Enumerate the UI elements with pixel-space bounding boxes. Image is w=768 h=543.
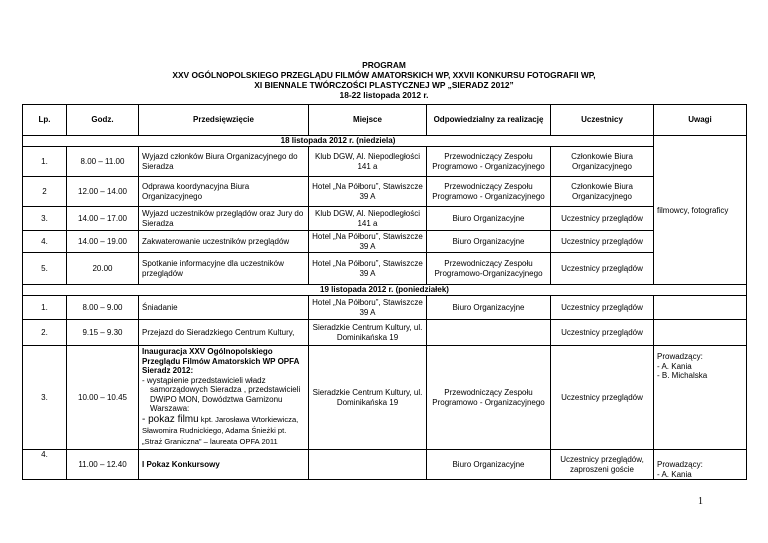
row-place: Sieradzkie Centrum Kultury, ul. Dominikańska 19 bbox=[309, 320, 427, 346]
row-place: Klub DGW, Al. Niepodległości 141 a bbox=[309, 147, 427, 177]
col-time: Godz. bbox=[67, 105, 139, 136]
table-row bbox=[23, 147, 747, 177]
row-place: Hotel „Na Półboru”, Stawiszcze 39 A bbox=[309, 253, 427, 285]
remark-title: Prowadzący: bbox=[657, 352, 703, 361]
row-lp: 4. bbox=[23, 231, 67, 253]
row-lp: 2 bbox=[23, 177, 67, 207]
row-participants: Uczestnicy przeglądów, zaproszeni goście bbox=[551, 450, 654, 480]
row-event: Wyjazd członków Biura Organizacyjnego do Sieradza bbox=[139, 147, 309, 177]
row-responsible: Biuro Organizacyjne bbox=[427, 207, 551, 231]
row-time: 12.00 – 14.00 bbox=[67, 177, 139, 207]
program-table bbox=[22, 104, 747, 480]
day-header-row bbox=[23, 285, 747, 296]
row-event: Odprawa koordynacyjna Biura Organizacyjnego bbox=[139, 177, 309, 207]
table-row bbox=[23, 231, 747, 253]
day-title: 18 listopada 2012 r. (niedziela) bbox=[23, 136, 654, 147]
row-responsible: Przewodniczący Zespołu Programowo-Organizacyjnego bbox=[427, 253, 551, 285]
remark-item: - B. Michalska bbox=[657, 371, 708, 380]
row-lp: 5. bbox=[23, 253, 67, 285]
document-header bbox=[0, 60, 768, 100]
row-time: 14.00 – 17.00 bbox=[67, 207, 139, 231]
row-event: Zakwaterowanie uczestników przeglądów bbox=[139, 231, 309, 253]
day-header-row bbox=[23, 136, 747, 147]
event-film-lead: - pokaz filmu bbox=[142, 413, 199, 425]
row-lp: 2. bbox=[23, 320, 67, 346]
row-place: Sieradzkie Centrum Kultury, ul. Dominikańska 19 bbox=[309, 346, 427, 450]
row-lp: 4. bbox=[23, 450, 67, 480]
row-place: Klub DGW, Al. Niepodległości 141 a bbox=[309, 207, 427, 231]
row-remarks bbox=[654, 320, 747, 346]
event-film-detail: kpt. Jarosława Wtorkiewicza, Sławomira Rudnickiego, Adama Śnieżki pt. „Straż Graniczna” – laureata OPFA 2011 bbox=[142, 414, 299, 446]
row-responsible: Biuro Organizacyjne bbox=[427, 231, 551, 253]
row-place: Hotel „Na Półboru”, Stawiszcze 39 A bbox=[309, 296, 427, 320]
col-participants: Uczestnicy bbox=[551, 105, 654, 136]
row-remarks bbox=[654, 450, 747, 480]
event-bullet: - wystąpienie przedstawicieli władz bbox=[142, 375, 266, 385]
row-event: Wyjazd uczestników przeglądów oraz Jury do Sieradza bbox=[139, 207, 309, 231]
row-event: Przejazd do Sieradzkiego Centrum Kultury, bbox=[139, 320, 309, 346]
header-dates: 18-22 listopada 2012 r. bbox=[339, 90, 429, 100]
remarks-cell: filmowcy, fotograficy bbox=[654, 136, 747, 285]
col-responsible: Odpowiedzialny za realizację bbox=[427, 105, 551, 136]
row-place: Hotel „Na Półboru”, Stawiszcze 39 A bbox=[309, 177, 427, 207]
day-title: 19 listopada 2012 r. (poniedziałek) bbox=[23, 285, 747, 296]
row-event bbox=[139, 346, 309, 450]
table-row bbox=[23, 450, 747, 480]
table-row bbox=[23, 320, 747, 346]
row-time: 11.00 – 12.40 bbox=[67, 450, 139, 480]
row-participants: Uczestnicy przeglądów bbox=[551, 207, 654, 231]
row-participants: Uczestnicy przeglądów bbox=[551, 320, 654, 346]
table-header-row bbox=[23, 105, 747, 136]
row-remarks bbox=[654, 296, 747, 320]
event-film bbox=[142, 414, 298, 446]
col-lp: Lp. bbox=[23, 105, 67, 136]
row-time: 20.00 bbox=[67, 253, 139, 285]
event-bullet-cont: samorządowych Sieradza , przedstawicieli DWiPO MON, Dowództwa Garnizonu Warszawa: bbox=[150, 385, 301, 413]
row-time: 8.00 – 11.00 bbox=[67, 147, 139, 177]
row-responsible: Biuro Organizacyjne bbox=[427, 450, 551, 480]
table-row bbox=[23, 253, 747, 285]
header-line-2: XXV OGÓLNOPOLSKIEGO PRZEGLĄDU FILMÓW AMATORSKICH WP, XXVII KONKURSU FOTOGRAFII WP, bbox=[172, 70, 596, 80]
row-lp: 1. bbox=[23, 147, 67, 177]
row-participants: Uczestnicy przeglądów bbox=[551, 253, 654, 285]
row-lp: 1. bbox=[23, 296, 67, 320]
event-title: Inauguracja XXV Ogólnopolskiego Przeglądu Filmów Amatorskich WP OPFA Sieradz 2012: bbox=[142, 347, 300, 375]
row-responsible: Przewodniczący Zespołu Programowo - Organizacyjnego bbox=[427, 147, 551, 177]
row-lp: 3. bbox=[23, 346, 67, 450]
row-participants: Uczestnicy przeglądów bbox=[551, 231, 654, 253]
row-time: 8.00 – 9.00 bbox=[67, 296, 139, 320]
row-remarks bbox=[654, 346, 747, 450]
row-responsible: Przewodniczący Zespołu Programowo - Organizacyjnego bbox=[427, 177, 551, 207]
col-place: Miejsce bbox=[309, 105, 427, 136]
row-place bbox=[309, 450, 427, 480]
row-participants: Członkowie Biura Organizacyjnego bbox=[551, 177, 654, 207]
col-event: Przedsięwzięcie bbox=[139, 105, 309, 136]
row-participants: Członkowie Biura Organizacyjnego bbox=[551, 147, 654, 177]
row-event: Spotkanie informacyjne dla uczestników przeglądów bbox=[139, 253, 309, 285]
row-time: 14.00 – 19.00 bbox=[67, 231, 139, 253]
header-program: PROGRAM bbox=[362, 60, 406, 70]
col-remarks: Uwagi bbox=[654, 105, 747, 136]
row-responsible: Przewodniczący Zespołu Programowo - Organizacyjnego bbox=[427, 346, 551, 450]
row-event: I Pokaz Konkursowy bbox=[139, 450, 309, 480]
remark-item: - A. Kania bbox=[657, 361, 692, 371]
header-line-3: XI BIENNALE TWÓRCZOŚCI PLASTYCZNEJ WP „SIERADZ 2012” bbox=[254, 80, 514, 90]
remark-item: - A. Kania bbox=[657, 469, 692, 479]
row-participants: Uczestnicy przeglądów bbox=[551, 346, 654, 450]
row-responsible: Biuro Organizacyjne bbox=[427, 296, 551, 320]
row-place: Hotel „Na Półboru”, Stawiszcze 39 A bbox=[309, 231, 427, 253]
page-number: 1 bbox=[698, 496, 703, 507]
row-time: 9.15 – 9.30 bbox=[67, 320, 139, 346]
table-row bbox=[23, 296, 747, 320]
row-time: 10.00 – 10.45 bbox=[67, 346, 139, 450]
row-participants: Uczestnicy przeglądów bbox=[551, 296, 654, 320]
table-row bbox=[23, 346, 747, 450]
row-event: Śniadanie bbox=[139, 296, 309, 320]
table-row bbox=[23, 177, 747, 207]
row-lp: 3. bbox=[23, 207, 67, 231]
row-responsible bbox=[427, 320, 551, 346]
remark-title: Prowadzący: bbox=[657, 460, 703, 469]
table-row bbox=[23, 207, 747, 231]
